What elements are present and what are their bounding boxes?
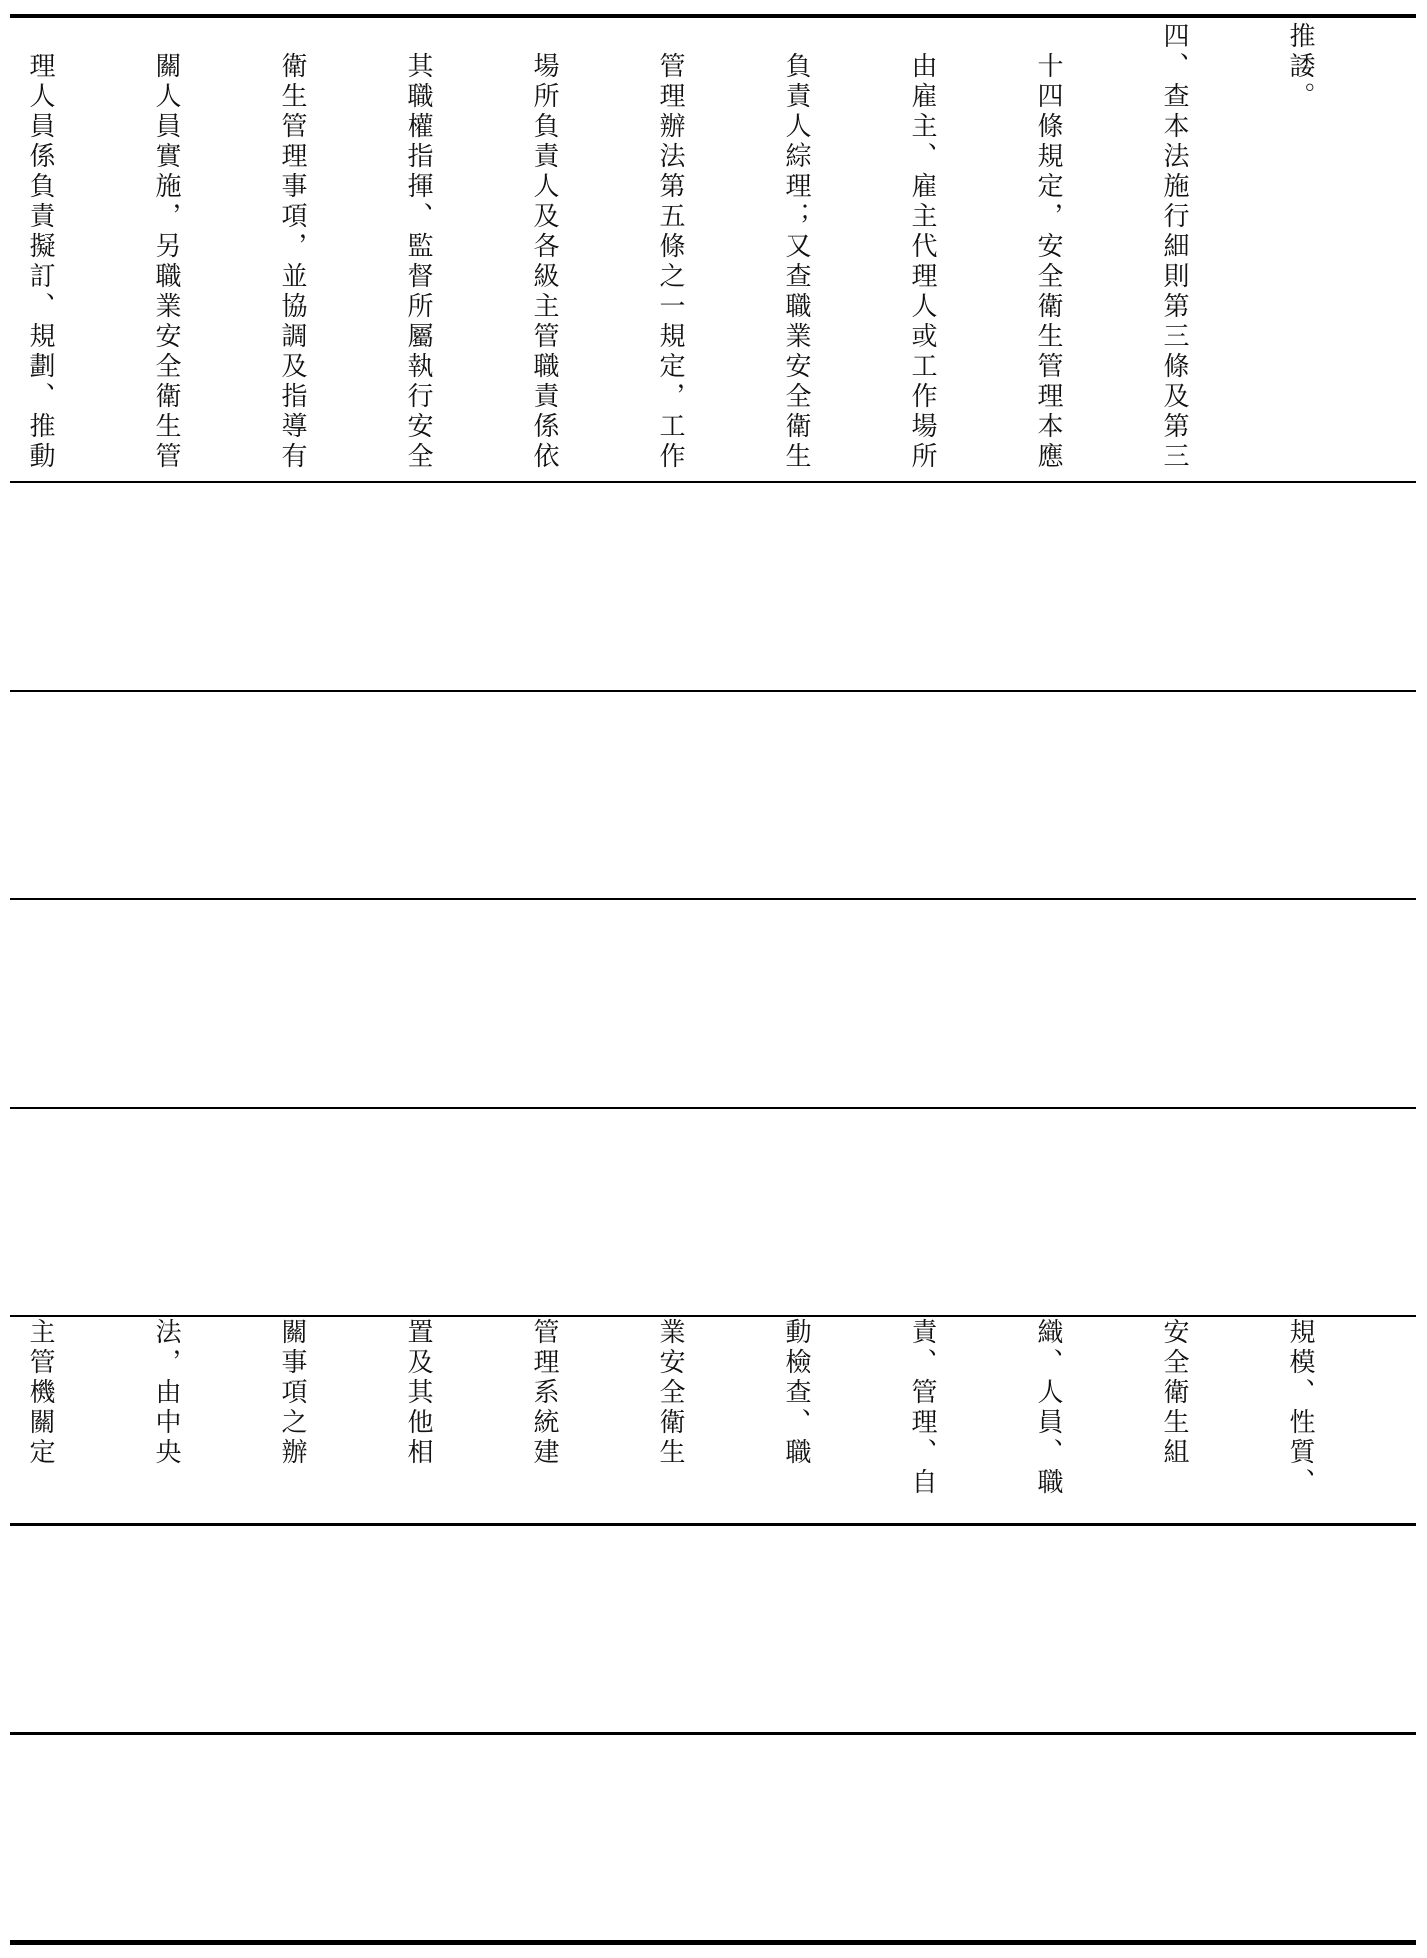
row-divider [10, 1523, 1416, 1526]
text-line: 負責人綜理；又查職業安全衛生 [781, 22, 811, 472]
text-line: 其職權指揮、監督所屬執行安全 [403, 22, 433, 472]
text-line: 十四條規定，安全衛生管理本應 [1033, 22, 1063, 472]
text-line: 四、查本法施行細則第三條及第三 [1159, 22, 1189, 472]
text-line: 理人員係負責擬訂、規劃、推動 [25, 22, 55, 472]
text-line: 織、人員、職 [1033, 1318, 1063, 1498]
text-line: 關事項之辦 [277, 1318, 307, 1468]
text-line: 主管機關定 [25, 1318, 55, 1468]
row-divider [10, 690, 1416, 692]
text-line: 業安全衛生 [655, 1318, 685, 1468]
top-border [10, 14, 1416, 18]
text-line: 場所負責人及各級主管職責係依 [529, 22, 559, 472]
text-line: 衛生管理事項，並協調及指導有 [277, 22, 307, 472]
text-line: 責、管理、自 [907, 1318, 937, 1498]
article-cell [0, 1318, 1405, 1518]
text-line: 安全衛生組 [1159, 1318, 1189, 1468]
text-line: 法，由中央 [151, 1318, 181, 1468]
row-divider [10, 1107, 1416, 1109]
text-line: 置及其他相 [403, 1318, 433, 1468]
bottom-border [10, 1940, 1416, 1945]
row-divider [10, 898, 1416, 900]
text-line: 動檢查、職 [781, 1318, 811, 1468]
text-line: 由雇主、雇主代理人或工作場所 [907, 22, 937, 472]
text-line: 推諉。 [1285, 22, 1315, 112]
row-divider [10, 1732, 1416, 1735]
row-divider [10, 481, 1416, 483]
explanation-cell [0, 22, 1405, 477]
row-divider [10, 1315, 1416, 1317]
text-line: 管理辦法第五條之一規定，工作 [655, 22, 685, 472]
text-line: 關人員實施，另職業安全衛生管 [151, 22, 181, 472]
text-line: 規模、性質、 [1285, 1318, 1315, 1498]
text-line: 管理系統建 [529, 1318, 559, 1468]
